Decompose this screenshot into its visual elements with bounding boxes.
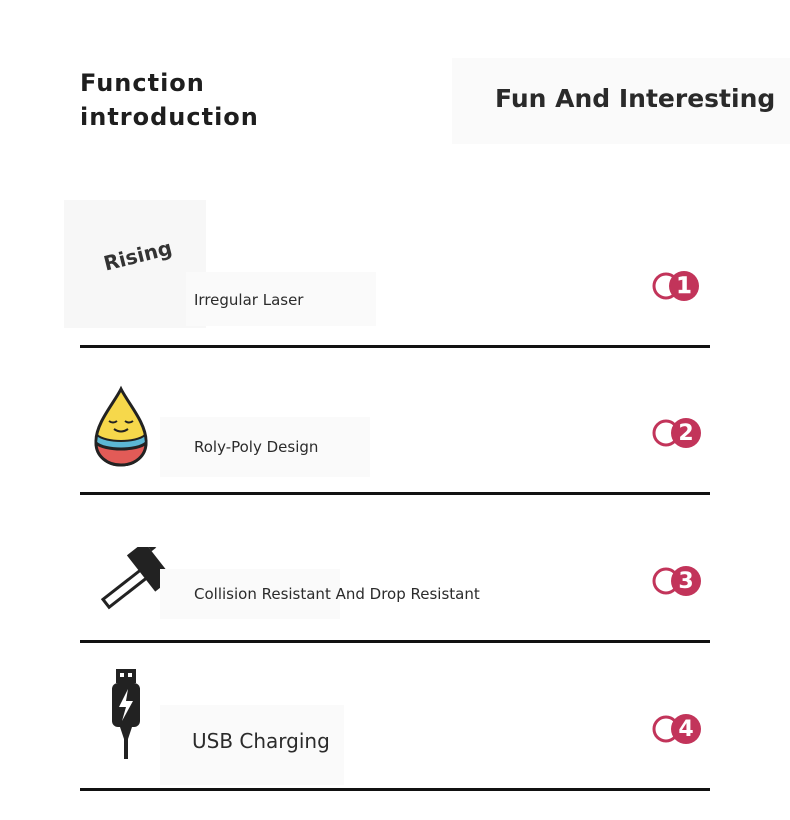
feature-number-digit: 1 — [676, 274, 692, 299]
feature-label: Collision Resistant And Drop Resistant — [194, 585, 480, 603]
feature-row-02 — [80, 347, 710, 495]
feature-label: Irregular Laser — [194, 291, 304, 309]
feature-number-digit: 2 — [678, 421, 694, 446]
feature-number-digit: 4 — [678, 717, 694, 742]
page-title-line2: introduction — [80, 103, 259, 131]
rising-text-logo: Rising — [101, 235, 175, 276]
feature-number-04 — [646, 709, 710, 749]
feature-label: Roly-Poly Design — [194, 438, 319, 456]
page-subtitle: Fun And Interesting — [495, 84, 776, 113]
feature-label: USB Charging — [192, 729, 330, 753]
page-title — [80, 66, 259, 134]
roly-poly-drop-icon — [92, 385, 150, 467]
feature-number-01 — [646, 266, 710, 306]
divider — [80, 788, 710, 791]
feature-row-01 — [80, 200, 710, 348]
usb-charging-icon — [108, 667, 144, 761]
page-title-line1: Function — [80, 69, 205, 97]
feature-number-digit: 3 — [678, 569, 694, 594]
feature-number-02 — [646, 413, 710, 453]
feature-row-03 — [80, 495, 710, 643]
feature-row-04 — [80, 643, 710, 791]
feature-number-03 — [646, 561, 710, 601]
